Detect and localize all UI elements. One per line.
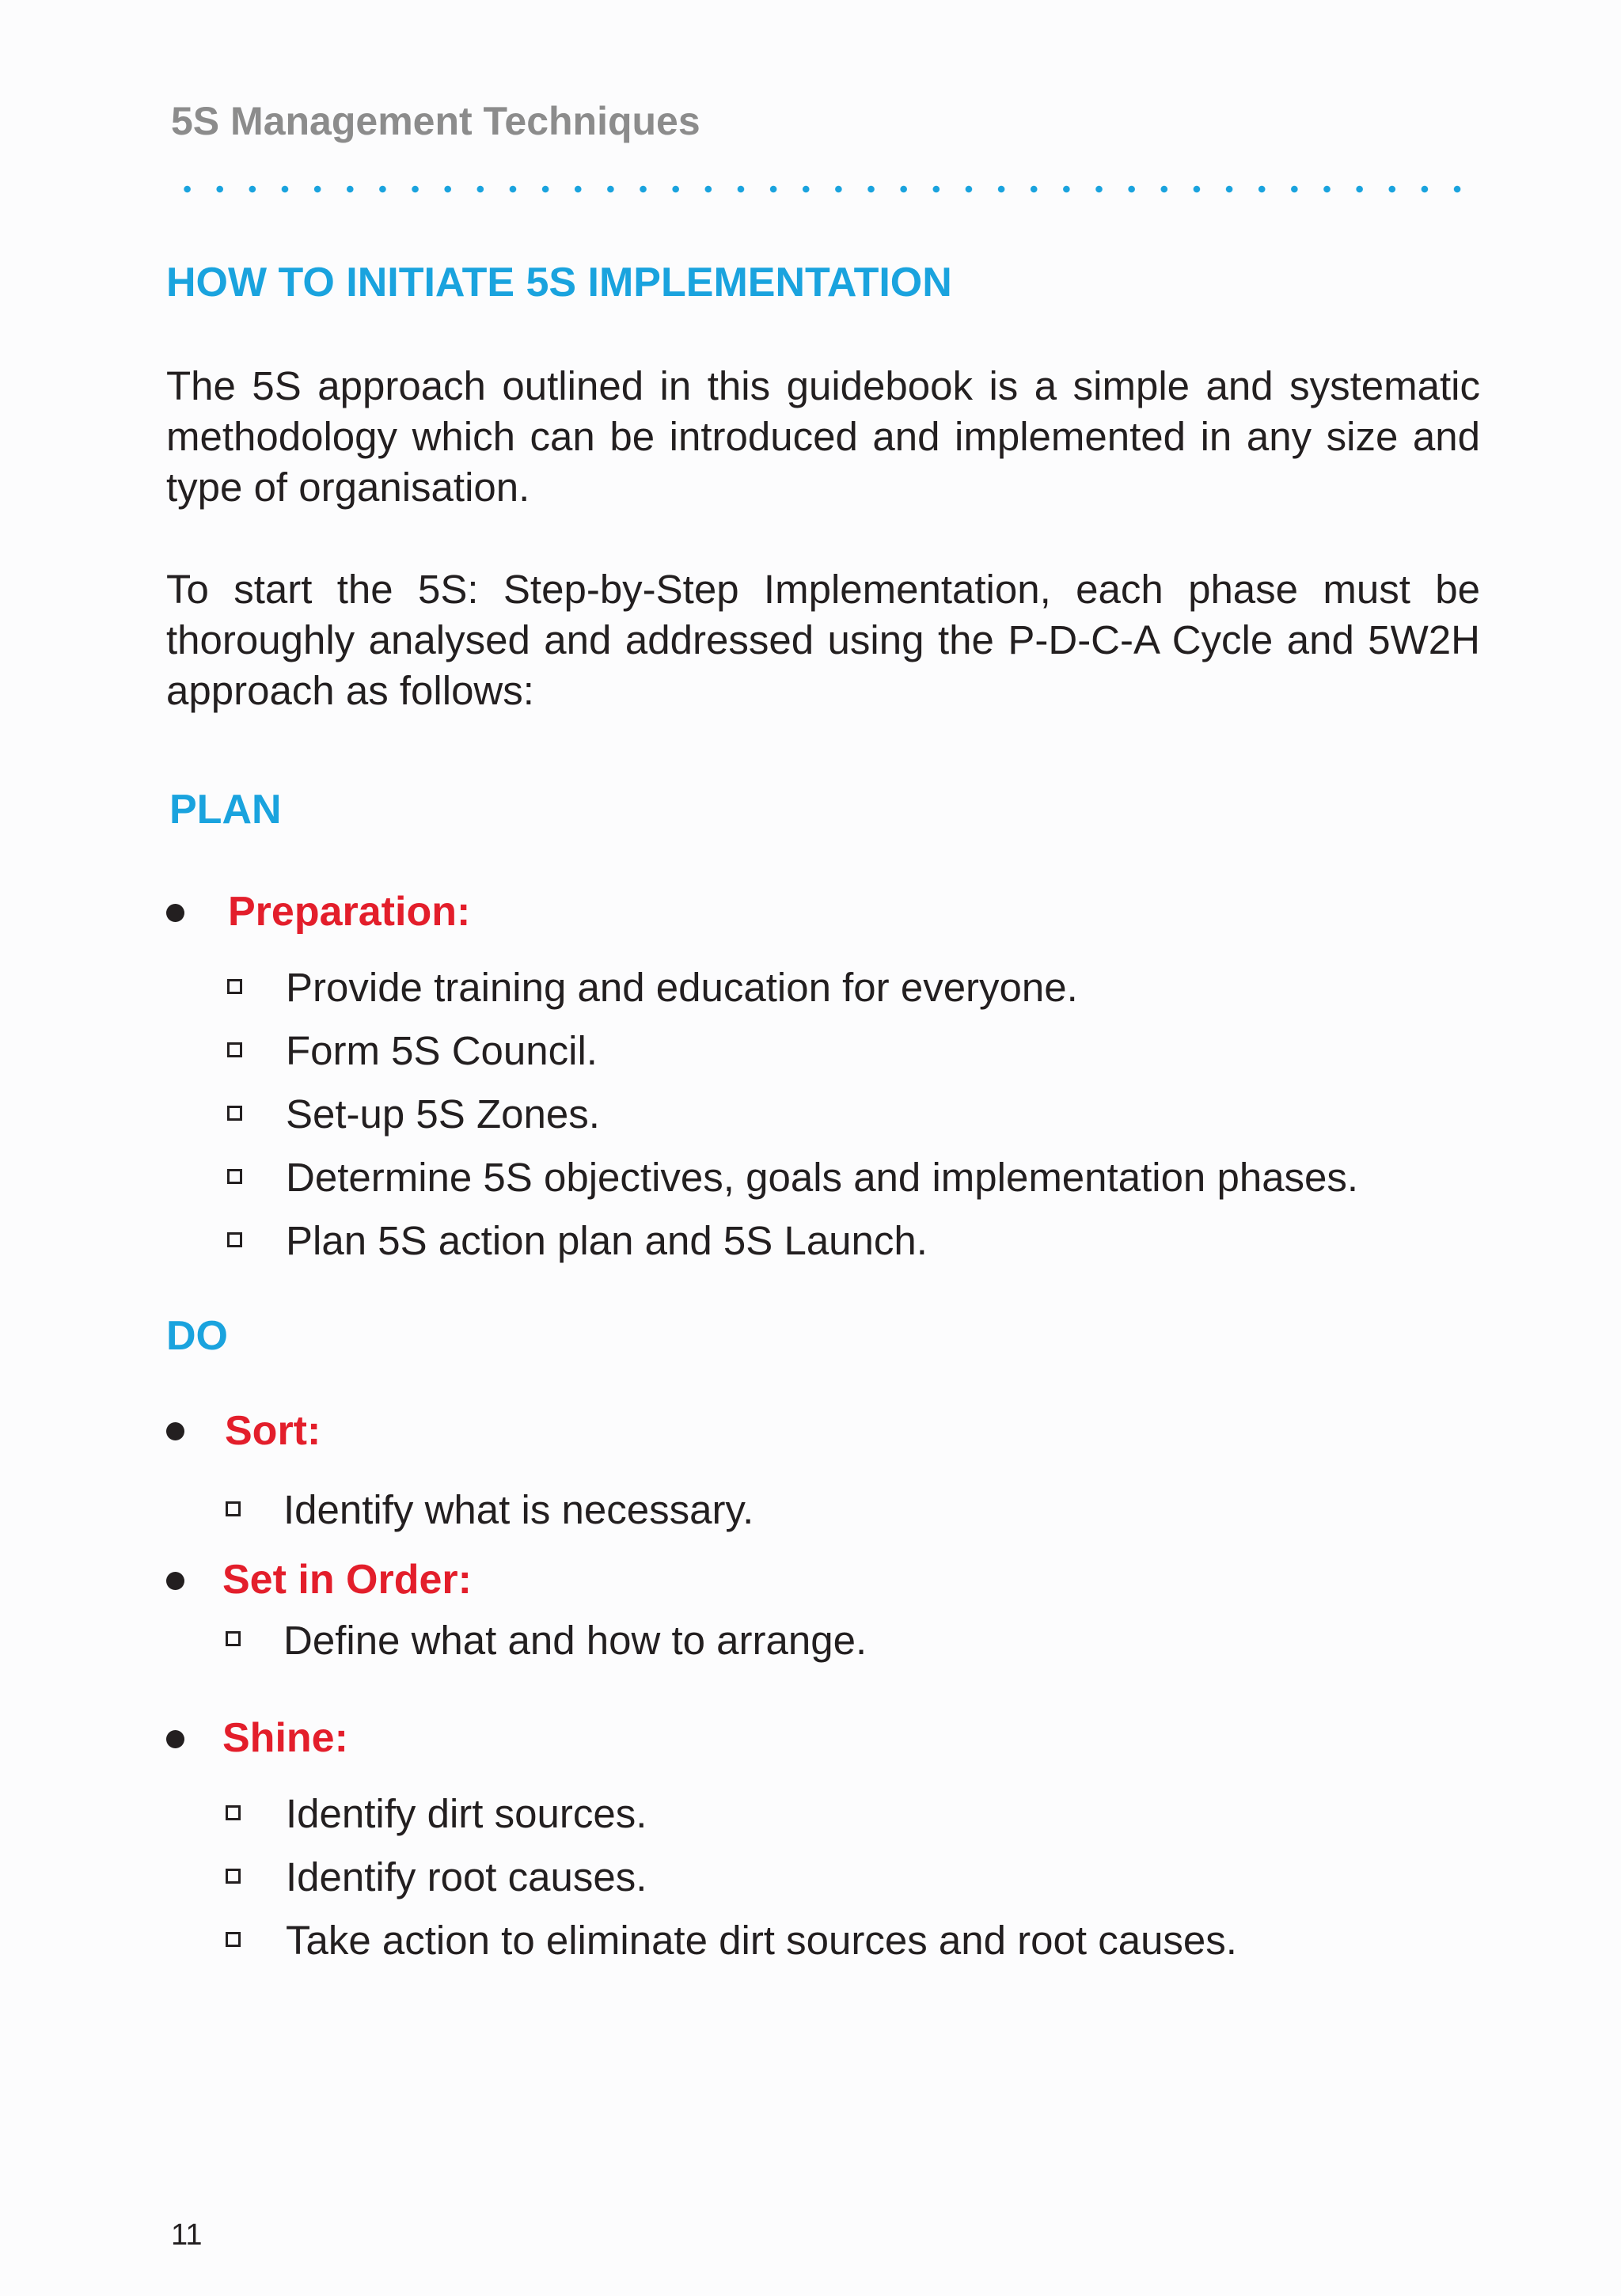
group-label-set-in-order: Set in Order:	[222, 1557, 472, 1603]
bullet-dot-icon	[166, 1422, 184, 1440]
list-item: Identify dirt sources.	[286, 1791, 647, 1836]
section-title: HOW TO INITIATE 5S IMPLEMENTATION	[166, 260, 952, 306]
list-item: Identify root causes.	[286, 1854, 647, 1899]
checkbox-square-icon	[227, 1106, 242, 1121]
list-item: Form 5S Council.	[286, 1028, 598, 1073]
dotted-divider	[171, 184, 1474, 195]
phase-title-do: DO	[166, 1313, 228, 1359]
group-label-sort: Sort:	[225, 1408, 321, 1454]
list-item: Take action to eliminate dirt sources and root causes.	[286, 1918, 1237, 1963]
checkbox-square-icon	[226, 1501, 241, 1516]
checkbox-square-icon	[226, 1932, 241, 1947]
list-item: Identify what is necessary.	[283, 1487, 754, 1532]
list-item: Define what and how to arrange.	[283, 1618, 867, 1663]
checkbox-square-icon	[227, 1232, 242, 1247]
checkbox-square-icon	[226, 1631, 241, 1646]
checkbox-square-icon	[227, 1169, 242, 1184]
bullet-dot-icon	[166, 904, 184, 922]
list-item: Provide training and education for everyone.	[286, 965, 1078, 1010]
running-header: 5S Management Techniques	[171, 99, 700, 143]
phase-title-plan: PLAN	[169, 787, 282, 833]
group-label-preparation: Preparation:	[228, 889, 471, 935]
checkbox-square-icon	[227, 979, 242, 994]
list-item: Plan 5S action plan and 5S Launch.	[286, 1218, 928, 1263]
bullet-dot-icon	[166, 1572, 184, 1590]
checkbox-square-icon	[227, 1042, 242, 1057]
group-label-shine: Shine:	[222, 1715, 348, 1761]
steps-paragraph: To start the 5S: Step-by-Step Implementation, each phase must be thoroughly analysed and addressed using the P-D-C-A Cycle and 5W2H approach as follows:	[166, 567, 1480, 713]
list-item: Determine 5S objectives, goals and implementation phases.	[286, 1155, 1359, 1200]
page-number: 11	[171, 2218, 203, 2252]
list-item: Set-up 5S Zones.	[286, 1091, 600, 1137]
checkbox-square-icon	[226, 1805, 241, 1820]
checkbox-square-icon	[226, 1869, 241, 1884]
intro-paragraph: The 5S approach outlined in this guidebook is a simple and systematic methodology which can be introduced and implemented in any size and type of organisation.	[166, 363, 1480, 510]
bullet-dot-icon	[166, 1730, 184, 1748]
